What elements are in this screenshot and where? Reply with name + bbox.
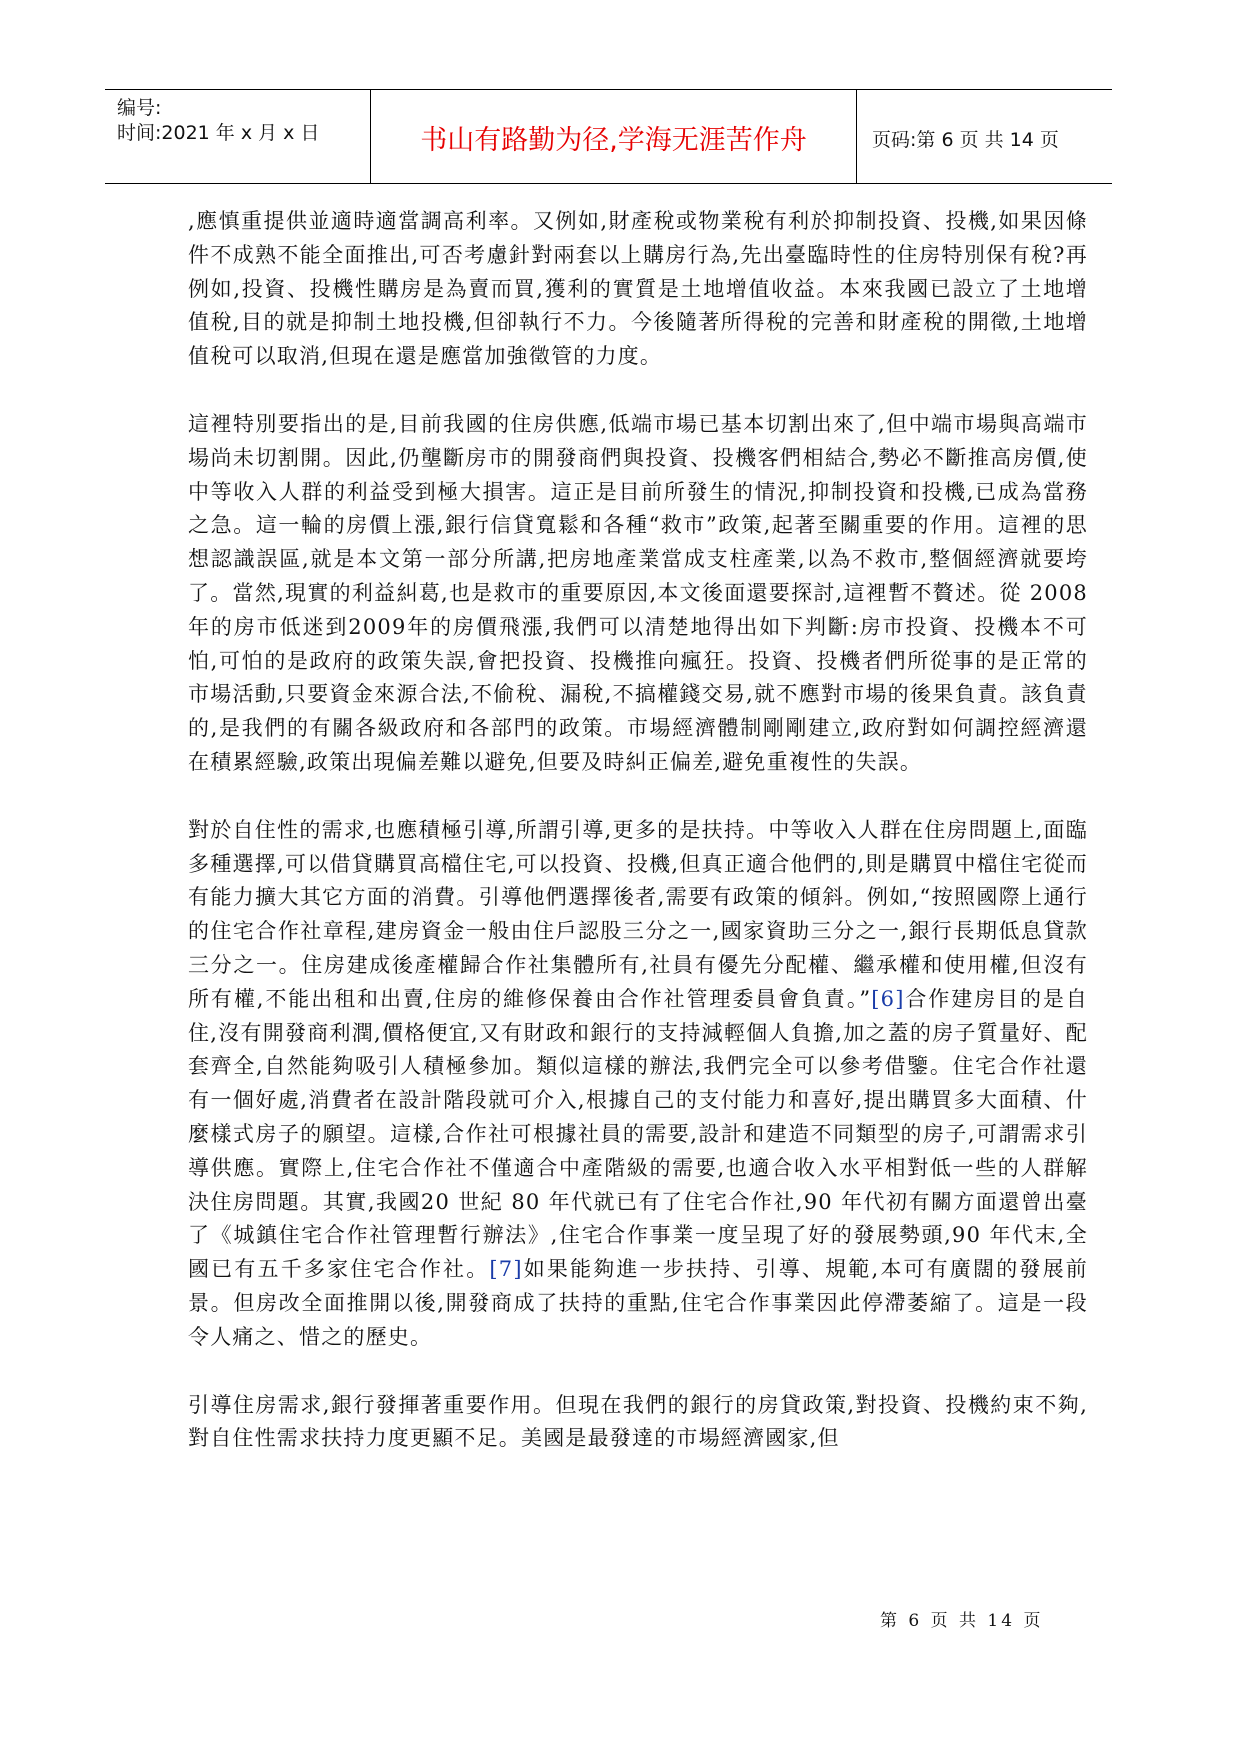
header-page-label: 页码:第 6 页 共 14 页 [872, 129, 1059, 151]
header-middle-cell [370, 90, 857, 183]
paragraph-text: 如果能夠進一步扶持、引導、規範,本可有廣闊的發展前景。但房改全面推開以後,開發商成了扶持的重點,住宅合作事業因此停滯萎縮了。這是一段令人痛之、惜之的歷史。 [188, 1257, 1088, 1349]
paragraph-text: 對於自住性的需求,也應積極引導,所謂引導,更多的是扶持。中等收入人群在住房問題上,面臨多種選擇,可以借貸購買高檔住宅,可以投資、投機,但真正適合他們的,則是購買中檔住宅從而有能力擴大其它方面的消費。引導他們選擇後者,需要有政策的傾斜。例如,“按照國際上通行的住宅合作社章程,建房資金一般由住戶認股三分之一,國家資助三分之一,銀行長期低息貸款三分之一。住房建成後產權歸合作社集體所有,社員有優先分配權、繼承權和使用權,但沒有所有權,不能出租和出賣,住房的維修保養由合作社管理委員會負責。” [188, 817, 1088, 1011]
document-time-label: 时间:2021 年 x 月 x 日 [117, 122, 320, 144]
document-number-label: 编号: [117, 97, 162, 119]
header-right-cell [856, 90, 1112, 183]
footnote-reference-link[interactable]: [6] [871, 986, 905, 1011]
paragraph-text: 合作建房目的是自住,沒有開發商利潤,價格便宜,又有財政和銀行的支持減輕個人負擔,加之蓋的房子質量好、配套齊全,自然能夠吸引人積極參加。類似這樣的辦法,我們完全可以參考借鑒。住宅合作社還有一個好處,消費者在設計階段就可介入,根據自己的支付能力和喜好,提出購買多大面積、什麼樣式房子的願望。這樣,合作社可根據社員的需要,設計和建造不同類型的房子,可謂需求引導供應。實際上,住宅合作社不僅適合中產階級的需要,也適合收入水平相對低一些的人群解決住房問題。其實,我國20 世紀 80 年代就已有了住宅合作社,90 年代初有關方面還曾出臺了《城鎮住宅合作社管理暫行辦法》,住宅合作事業一度呈現了好的發展勢頭,90 年代末,全國已有五千多家住宅合作社。 [188, 986, 1088, 1282]
paragraph: ,應慎重提供並適時適當調高利率。又例如,財產稅或物業稅有利於抑制投資、投機,如果因條件不成熟不能全面推出,可否考慮針對兩套以上購房行為,先出臺臨時性的住房特別保有稅?再例如,投資、投機性購房是為賣而買,獲利的實質是土地增值收益。本來我國已設立了土地增值稅,目的就是抑制土地投機,但卻執行不力。今後隨著所得稅的完善和財產稅的開徵,土地增值稅可以取消,但現在還是應當加強徵管的力度。 [188, 209, 1089, 369]
body-content [188, 205, 1088, 1456]
footnote-reference-link[interactable]: [7] [489, 1257, 523, 1282]
header-motto: 书山有路勤为径,学海无涯苦作舟 [420, 125, 807, 156]
paragraph: 引導住房需求,銀行發揮著重要作用。但現在我們的銀行的房貸政策,對投資、投機約束不夠,對自住性需求扶持力度更顯不足。美國是最發達的市場經濟國家,但 [188, 1392, 1088, 1451]
page-header [105, 89, 1112, 184]
header-left-cell [105, 90, 370, 183]
paragraph: 這裡特別要指出的是,目前我國的住房供應,低端市場已基本切割出來了,但中端市場與高端市場尚未切割開。因此,仍壟斷房市的開發商們與投資、投機客們相結合,勢必不斷推高房價,使中等收入人群的利益受到極大損害。這正是目前所發生的情況,抑制投資和投機,已成為當務之急。這一輪的房價上漲,銀行信貸寬鬆和各種“救市”政策,起著至關重要的作用。這裡的思想認識誤區,就是本文第一部分所講,把房地產業當成支柱產業,以為不救市,整個經濟就要垮了。當然,現實的利益糾葛,也是救市的重要原因,本文後面還要探討,這裡暫不贅述。從 2008 年的房市低迷到2009年的房價飛漲,我們可以清楚地得出如下判斷:房市投資、投機本不可怕,可怕的是政府的政策失誤,會把投資、投機推向瘋狂。投資、投機者們所從事的是正常的市場活動,只要資金來源合法,不偷稅、漏稅,不搞權錢交易,就不應對市場的後果負責。該負責的,是我們的有關各級政府和各部門的政策。市場經濟體制剛剛建立,政府對如何調控經濟還在積累經驗,政策出現偏差難以避免,但要及時糾正偏差,避免重複性的失誤。 [188, 411, 1088, 774]
page-footer: 第 6 页 共 14 页 [880, 1611, 1044, 1631]
paragraph [188, 814, 1088, 1355]
